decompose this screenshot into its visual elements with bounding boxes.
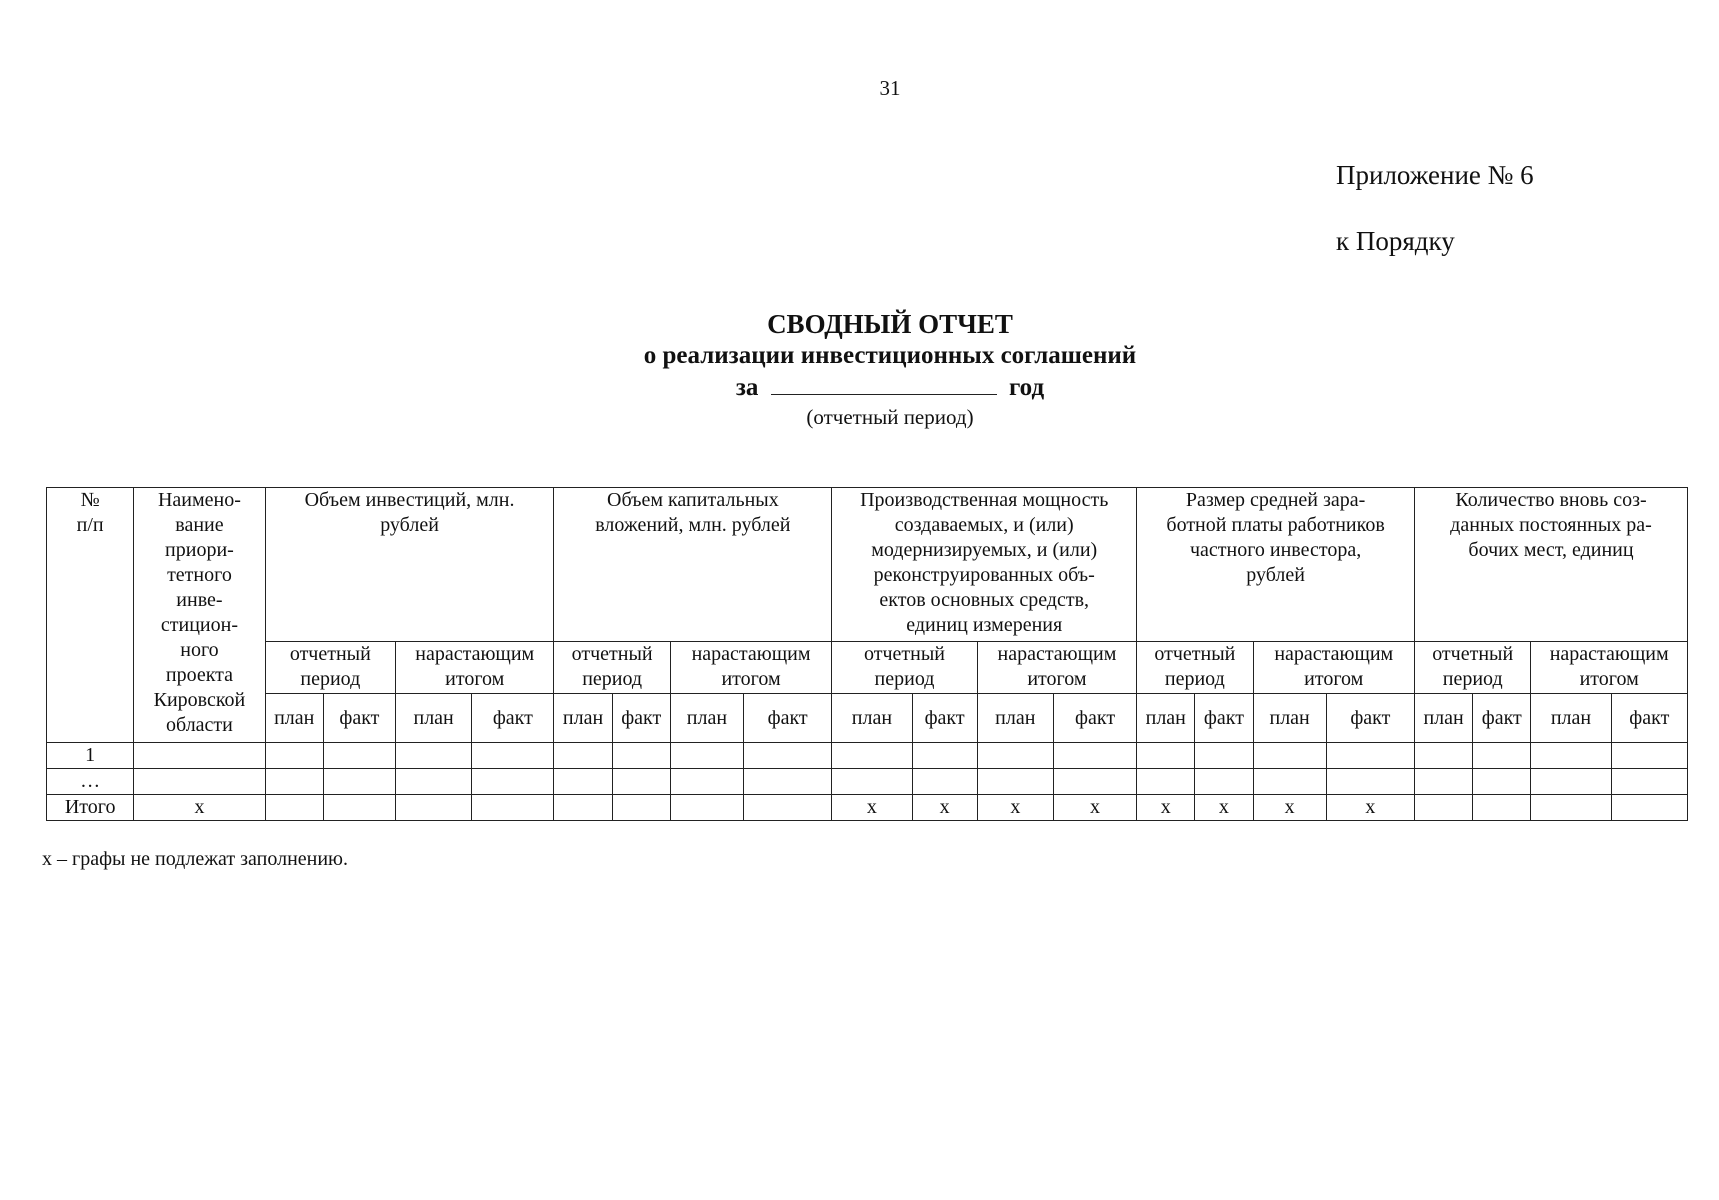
table-cell: х — [1137, 795, 1195, 821]
table-row — [47, 795, 1688, 821]
table-cell — [670, 769, 743, 795]
leafheader-investment-reporting-plan: план — [265, 694, 323, 743]
table-cell — [612, 743, 670, 769]
table-cell — [1415, 795, 1473, 821]
subheader-investment-cumulative: нарастающим итогом — [396, 642, 554, 694]
period-prefix: за — [735, 374, 759, 401]
leafheader-investment-cumulative-plan: план — [396, 694, 472, 743]
table-cell — [1326, 769, 1414, 795]
table-cell — [912, 743, 977, 769]
table-cell — [396, 769, 472, 795]
leafheader-salary-reporting-plan: план — [1137, 694, 1195, 743]
table-cell — [1473, 743, 1531, 769]
subheader-jobs-reporting: отчетный период — [1415, 642, 1531, 694]
table-cell — [396, 743, 472, 769]
period-note: (отчетный период) — [806, 405, 974, 429]
table-cell — [1253, 743, 1326, 769]
table-cell — [670, 743, 743, 769]
table-cell — [977, 769, 1053, 795]
leafheader-capital-cumulative-fact: факт — [744, 694, 832, 743]
table-cell — [1415, 743, 1473, 769]
table-cell — [323, 795, 395, 821]
table-cell — [1053, 743, 1136, 769]
leafheader-capacity-cumulative-plan: план — [977, 694, 1053, 743]
footnote: х – графы не подлежат заполнению. — [42, 848, 348, 870]
leafheader-capacity-reporting-plan: план — [832, 694, 912, 743]
appendix-reference — [1336, 142, 1534, 274]
table-cell — [554, 743, 612, 769]
table-cell: х — [1195, 795, 1253, 821]
leafheader-capital-cumulative-plan: план — [670, 694, 743, 743]
table-cell: х — [1326, 795, 1414, 821]
header-group-capacity-label: Производственная мощность создаваемых, и (или) модернизируемых, и (или) реконструированных объ- ектов основных средств, единиц измерения — [860, 489, 1109, 636]
table-cell — [1415, 769, 1473, 795]
leafheader-investment-reporting-fact: факт — [323, 694, 395, 743]
table-cell — [612, 795, 670, 821]
table-cell — [472, 795, 554, 821]
leafheader-salary-cumulative-fact: факт — [1326, 694, 1414, 743]
table-cell — [1611, 795, 1687, 821]
header-project-name-label: Наимено- вание приори- тетного инве- стицион- ного проекта Кировской области — [153, 489, 246, 736]
cell-project-name: х — [134, 795, 265, 821]
appendix-line-1: Приложение № 6 — [1336, 160, 1534, 190]
table-cell — [832, 769, 912, 795]
table-cell: х — [1053, 795, 1136, 821]
leafheader-jobs-reporting-plan: план — [1415, 694, 1473, 743]
document-subtitle: о реализации инвестиционных соглашений — [643, 342, 1137, 369]
table-cell — [472, 769, 554, 795]
leafheader-salary-cumulative-plan: план — [1253, 694, 1326, 743]
subheader-salary-cumulative: нарастающим итогом — [1253, 642, 1415, 694]
header-group-investment — [265, 488, 554, 642]
table-cell — [323, 743, 395, 769]
table-cell — [670, 795, 743, 821]
table-cell — [323, 769, 395, 795]
leafheader-jobs-reporting-fact: факт — [1473, 694, 1531, 743]
table-cell — [744, 795, 832, 821]
subheader-capacity-cumulative: нарастающим итогом — [977, 642, 1136, 694]
table-cell — [1253, 769, 1326, 795]
table-cell — [265, 743, 323, 769]
header-group-jobs-label: Количество вновь соз- данных постоянных ра- бочих мест, единиц — [1450, 489, 1652, 561]
subheader-jobs-cumulative: нарастающим итогом — [1531, 642, 1688, 694]
table-cell: х — [832, 795, 912, 821]
leafheader-jobs-cumulative-plan: план — [1531, 694, 1611, 743]
header-group-capital — [554, 488, 832, 642]
leafheader-capital-reporting-plan: план — [554, 694, 612, 743]
table-cell: х — [977, 795, 1053, 821]
table-cell: х — [1253, 795, 1326, 821]
table-cell — [265, 795, 323, 821]
header-group-salary-label: Размер средней зара- ботной платы работников частного инвестора, рублей — [1166, 489, 1385, 586]
table-cell — [832, 743, 912, 769]
cell-number: … — [47, 769, 134, 795]
report-table — [46, 487, 1688, 821]
table-cell — [1053, 769, 1136, 795]
table-row — [47, 743, 1688, 769]
leafheader-jobs-cumulative-fact: факт — [1611, 694, 1687, 743]
table-cell — [1473, 795, 1531, 821]
title-block — [0, 308, 1719, 430]
table-cell — [1195, 769, 1253, 795]
header-project-name — [134, 488, 265, 743]
table-cell — [912, 769, 977, 795]
header-group-capital-label: Объем капитальных вложений, млн. рублей — [595, 489, 791, 536]
table-cell — [1611, 743, 1687, 769]
table-cell — [1326, 743, 1414, 769]
table-row — [47, 769, 1688, 795]
table-cell — [1531, 743, 1611, 769]
leafheader-salary-reporting-fact: факт — [1195, 694, 1253, 743]
table-cell — [612, 769, 670, 795]
table-cell — [1531, 769, 1611, 795]
table-cell — [744, 769, 832, 795]
subheader-capital-reporting: отчетный период — [554, 642, 670, 694]
cell-number: Итого — [47, 795, 134, 821]
header-number — [47, 488, 134, 743]
table-cell — [1531, 795, 1611, 821]
table-cell — [265, 769, 323, 795]
period-suffix: год — [1008, 374, 1045, 401]
leafheader-capital-reporting-fact: факт — [612, 694, 670, 743]
table-cell — [1473, 769, 1531, 795]
document-title: СВОДНЫЙ ОТЧЕТ — [767, 309, 1013, 339]
table-cell — [472, 743, 554, 769]
header-group-jobs — [1415, 488, 1688, 642]
table-cell — [396, 795, 472, 821]
page-number: 31 — [879, 76, 901, 100]
header-group-capacity — [832, 488, 1137, 642]
cell-number: 1 — [47, 743, 134, 769]
header-group-investment-label: Объем инвестиций, млн. рублей — [304, 489, 515, 536]
period-line — [0, 372, 1719, 404]
header-group-salary — [1137, 488, 1415, 642]
header-number-label: № п/п — [76, 489, 104, 536]
period-blank-field — [771, 372, 997, 395]
table-cell — [977, 743, 1053, 769]
table-cell — [1611, 769, 1687, 795]
leafheader-capacity-cumulative-fact: факт — [1053, 694, 1136, 743]
subheader-capacity-reporting: отчетный период — [832, 642, 977, 694]
leafheader-capacity-reporting-fact: факт — [912, 694, 977, 743]
cell-project-name — [134, 769, 265, 795]
subheader-salary-reporting: отчетный период — [1137, 642, 1253, 694]
cell-project-name — [134, 743, 265, 769]
table-cell — [1137, 769, 1195, 795]
appendix-line-2: к Порядку — [1336, 226, 1455, 256]
table-cell — [554, 769, 612, 795]
table-cell — [744, 743, 832, 769]
table-cell — [554, 795, 612, 821]
table-cell — [1137, 743, 1195, 769]
subheader-capital-cumulative: нарастающим итогом — [670, 642, 831, 694]
subheader-investment-reporting: отчетный период — [265, 642, 395, 694]
table-cell — [1195, 743, 1253, 769]
leafheader-investment-cumulative-fact: факт — [472, 694, 554, 743]
table-cell: х — [912, 795, 977, 821]
